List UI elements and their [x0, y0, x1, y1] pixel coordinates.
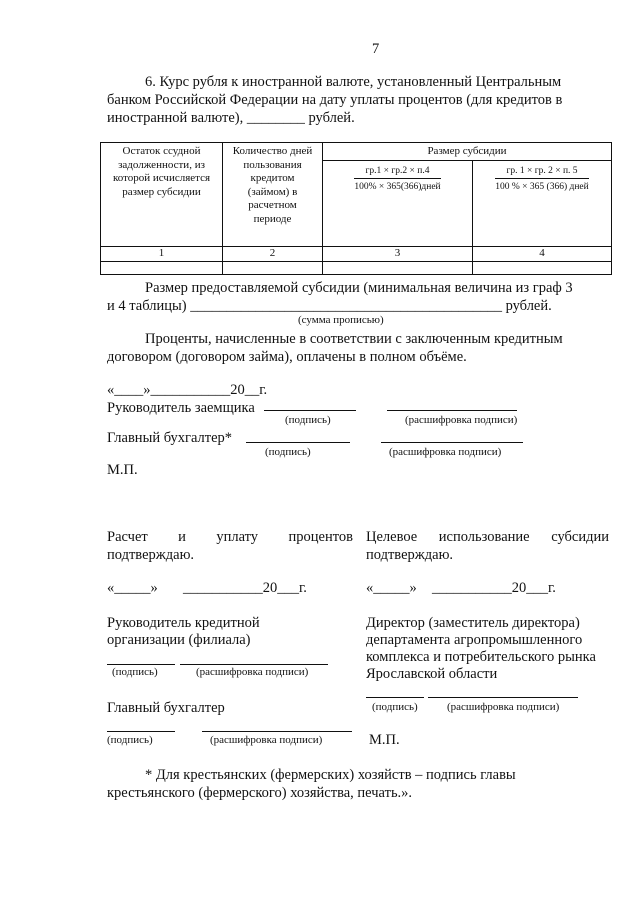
bank-head-line1: Руководитель кредитной — [107, 615, 260, 631]
dept-sign-caption: (подпись) — [372, 701, 418, 713]
subsidy-amount-blank: ___________________________________________ — [190, 298, 502, 314]
dept-date-day: «_____» — [366, 580, 417, 596]
data-cell-3[interactable] — [323, 261, 473, 274]
item6-line2: банком Российской Федерации на дату уплаты процентов (для кредитов в — [107, 92, 563, 108]
borrower-head-label: Руководитель заемщика — [107, 400, 255, 416]
data-cell-2[interactable] — [223, 261, 323, 274]
subsidy-line2-start: и 4 таблицы) — [107, 298, 187, 314]
bank-date-rest: ___________20___г. — [183, 580, 307, 596]
bank-head-decode-caption: (расшифровка подписи) — [196, 666, 309, 678]
borrower-acc-sign-line[interactable] — [246, 442, 350, 443]
subsidy-line2-end: рублей. — [505, 298, 552, 314]
subsidy-line1: Размер предоставляемой субсидии (минимальная величина из граф 3 — [145, 280, 573, 296]
dept-confirm-word: использование — [438, 529, 530, 545]
dept-decode-line[interactable] — [428, 697, 578, 698]
col2-header: Количество дней пользования кредитом (займом) в расчетном периоде — [223, 143, 323, 247]
page-number: 7 — [372, 41, 380, 57]
bank-confirm-word: уплату — [216, 529, 259, 545]
borrower-acc-label: Главный бухгалтер* — [107, 430, 233, 446]
borrower-stamp: М.П. — [107, 462, 138, 478]
bank-acc-sign-line[interactable] — [107, 731, 175, 732]
dept-director-line1: Директор (заместитель директора) — [366, 615, 580, 631]
dept-director-line4: Ярославской области — [366, 666, 498, 682]
col-number-1: 1 — [101, 247, 223, 262]
col-number-4: 4 — [473, 247, 612, 262]
bank-date-day: «_____» — [107, 580, 158, 596]
amount-in-words-caption: (сумма прописью) — [298, 314, 384, 326]
borrower-head-sign-caption: (подпись) — [285, 414, 331, 426]
borrower-head-sign-line[interactable] — [264, 410, 356, 411]
borrower-head-decode-line[interactable] — [387, 410, 517, 411]
col4-denominator: 100 % × 365 (366) дней — [495, 182, 589, 192]
dept-sign-line[interactable] — [366, 697, 424, 698]
data-cell-4[interactable] — [473, 261, 612, 274]
borrower-date: «____»___________20__г. — [107, 382, 268, 398]
subsidy-table — [100, 142, 612, 275]
bank-acc-decode-line[interactable] — [202, 731, 352, 732]
col1-header: Остаток ссудной задолженности, из которой исчисляется размер субсидии — [101, 143, 223, 247]
col34-header: Размер субсидии — [323, 143, 612, 161]
item6-line1: 6. Курс рубля к иностранной валюте, установленный Центральным — [145, 74, 562, 90]
item6-line3 — [107, 109, 355, 127]
bank-confirm-word: и — [178, 529, 186, 545]
rate-blank: ________ — [246, 110, 305, 126]
borrower-acc-decode-line[interactable] — [381, 442, 523, 443]
bank-confirm-word: Расчет — [107, 529, 148, 545]
col3-numerator: гр.1 × гр.2 × п.4 — [354, 165, 440, 179]
dept-director-line2: департамента агропромышленного — [366, 632, 583, 648]
dept-confirm-word: субсидии — [551, 529, 609, 545]
footnote-line2: крестьянского (фермерского) хозяйства, печать.». — [107, 785, 413, 801]
bank-acc-decode-caption: (расшифровка подписи) — [210, 734, 323, 746]
col4-formula — [473, 161, 612, 247]
dept-confirm-word: Целевое — [366, 529, 418, 545]
bank-head-sign-caption: (подпись) — [112, 666, 158, 678]
bank-acc-label: Главный бухгалтер — [107, 700, 225, 716]
borrower-acc-decode-caption: (расшифровка подписи) — [389, 446, 502, 458]
dept-decode-caption: (расшифровка подписи) — [447, 701, 560, 713]
item6-line3-start: иностранной валюте), — [107, 110, 244, 126]
bank-confirm-line1 — [107, 528, 353, 546]
footnote-line1: * Для крестьянских (фермерских) хозяйств – подпись главы — [145, 767, 516, 783]
col4-numerator: гр. 1 × гр. 2 × п. 5 — [495, 165, 588, 179]
col3-formula — [323, 161, 473, 247]
col3-denominator: 100% × 365(366)дней — [354, 182, 441, 192]
dept-director-line3: комплекса и потребительского рынка — [366, 649, 596, 665]
item6-line3-end: рублей. — [308, 110, 355, 126]
col-number-2: 2 — [223, 247, 323, 262]
dept-confirm-line1 — [366, 528, 609, 546]
bank-confirm-line2: подтверждаю. — [107, 547, 195, 563]
bank-head-sign-line[interactable] — [107, 664, 175, 665]
bank-acc-sign-caption: (подпись) — [107, 734, 153, 746]
col-number-3: 3 — [323, 247, 473, 262]
dept-stamp: М.П. — [369, 732, 400, 748]
bank-head-decode-line[interactable] — [180, 664, 328, 665]
data-cell-1[interactable] — [101, 261, 223, 274]
borrower-acc-sign-caption: (подпись) — [265, 446, 311, 458]
subsidy-line2 — [107, 297, 552, 315]
dept-confirm-line2: подтверждаю. — [366, 547, 454, 563]
interest-line1: Проценты, начисленные в соответствии с заключенным кредитным — [145, 331, 563, 347]
borrower-head-decode-caption: (расшифровка подписи) — [405, 414, 518, 426]
bank-head-line2: организации (филиала) — [107, 632, 251, 648]
interest-line2: договором (договором займа), оплачены в полном объёме. — [107, 349, 467, 365]
dept-date-rest: ___________20___г. — [432, 580, 556, 596]
bank-confirm-word: процентов — [288, 529, 353, 545]
